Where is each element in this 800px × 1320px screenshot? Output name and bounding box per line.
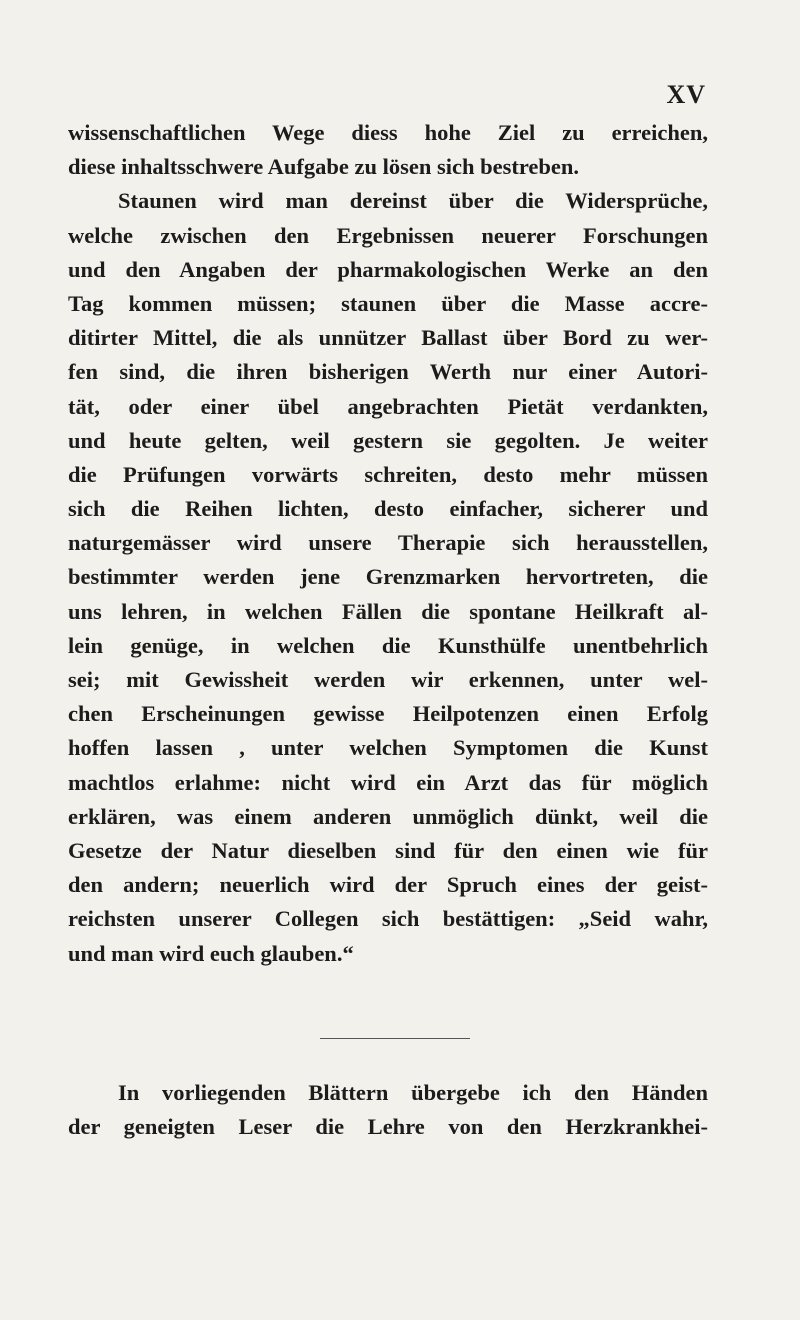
text-line: erklären, was einem anderen unmöglich dünkt, weil die: [68, 803, 708, 829]
paragraph-3: [68, 1076, 708, 1144]
text-line: und heute gelten, weil gestern sie gegolten. Je weiter: [68, 427, 708, 453]
text-line: Tag kommen müssen; staunen über die Masse accre-: [68, 290, 708, 316]
main-text: [68, 116, 708, 971]
text-line: reichsten unserer Collegen sich bestättigen: „Seid wahr,: [68, 906, 708, 932]
text-line: uns lehren, in welchen Fällen die spontane Heilkraft al-: [68, 598, 708, 624]
page-number: XV: [666, 80, 706, 109]
text-line: Gesetze der Natur dieselben sind für den einen wie für: [68, 837, 708, 863]
text-line: chen Erscheinungen gewisse Heilpotenzen einen Erfolg: [68, 701, 708, 727]
text-line: Staunen wird man dereinst über die Widersprüche,: [118, 188, 708, 214]
text-line: fen sind, die ihren bisherigen Werth nur einer Autori-: [68, 359, 708, 385]
text-line: naturgemässer wird unsere Therapie sich herausstellen,: [68, 530, 708, 556]
text-line: der geneigten Leser die Lehre von den Herzkrankhei-: [68, 1114, 708, 1140]
text-line: und man wird euch glauben.“: [68, 940, 354, 966]
text-line: bestimmter werden jene Grenzmarken hervortreten, die: [68, 564, 708, 590]
text-line: die Prüfungen vorwärts schreiten, desto mehr müssen: [68, 461, 708, 487]
text-line: In vorliegenden Blättern übergebe ich den Händen: [118, 1080, 708, 1105]
text-line: sei; mit Gewissheit werden wir erkennen, unter wel-: [68, 667, 708, 692]
text-line: tät, oder einer übel angebrachten Pietät verdankten,: [68, 393, 708, 419]
closing-text: [68, 1076, 708, 1144]
section-divider: [320, 1038, 470, 1039]
paragraph-2: [68, 184, 708, 970]
text-line: den andern; neuerlich wird der Spruch eines der geist-: [68, 872, 708, 898]
text-line: wissenschaftlichen Wege diess hohe Ziel zu erreichen,: [68, 120, 708, 145]
text-line: lein genüge, in welchen die Kunsthülfe unentbehrlich: [68, 632, 708, 658]
text-line: welche zwischen den Ergebnissen neuerer Forschungen: [68, 222, 708, 248]
text-line: machtlos erlahme: nicht wird ein Arzt das für möglich: [68, 769, 708, 795]
text-line: diese inhaltsschwere Aufgabe zu lösen sich bestreben.: [68, 154, 580, 180]
paragraph-1: [68, 116, 708, 184]
text-line: ditirter Mittel, die als unnützer Ballast über Bord zu wer-: [68, 325, 708, 351]
text-line: sich die Reihen lichten, desto einfacher, sicherer und: [68, 496, 708, 522]
text-line: und den Angaben der pharmakologischen Werke an den: [68, 256, 708, 282]
text-line: hoffen lassen , unter welchen Symptomen die Kunst: [68, 735, 708, 761]
